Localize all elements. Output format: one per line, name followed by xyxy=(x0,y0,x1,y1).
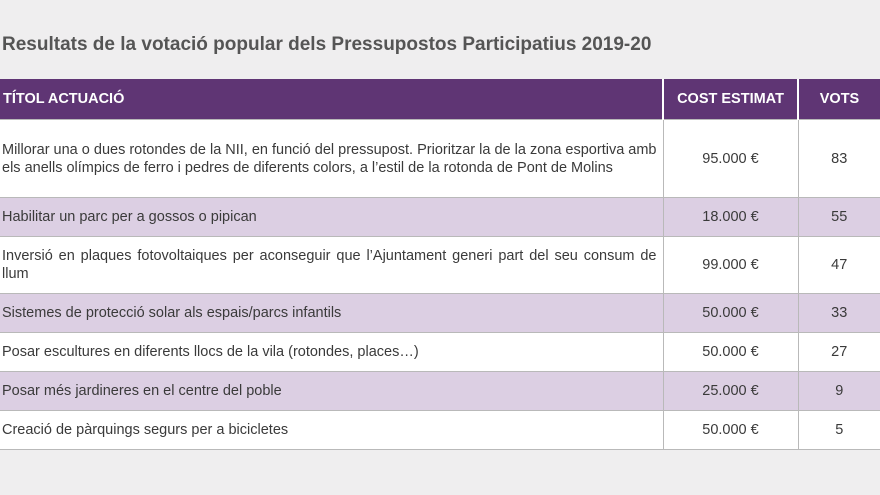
header-cost: COST ESTIMAT xyxy=(663,79,798,120)
row-cost: 50.000 € xyxy=(663,333,798,372)
row-cost: 50.000 € xyxy=(663,411,798,450)
row-cost: 99.000 € xyxy=(663,237,798,294)
row-votes: 33 xyxy=(798,294,880,333)
row-votes: 27 xyxy=(798,333,880,372)
row-cost: 18.000 € xyxy=(663,198,798,237)
row-title: Posar més jardineres en el centre del poble xyxy=(0,372,663,411)
row-votes: 55 xyxy=(798,198,880,237)
row-votes: 9 xyxy=(798,372,880,411)
table-row xyxy=(0,294,880,333)
row-votes: 5 xyxy=(798,411,880,450)
header-votes: VOTS xyxy=(798,79,880,120)
row-cost: 95.000 € xyxy=(663,120,798,198)
table-row xyxy=(0,198,880,237)
row-votes: 47 xyxy=(798,237,880,294)
row-title: Habilitar un parc per a gossos o pipican xyxy=(0,198,663,237)
table-row xyxy=(0,372,880,411)
table-row xyxy=(0,237,880,294)
page-title: Resultats de la votació popular dels Pressupostos Participatius 2019-20 xyxy=(2,34,652,55)
row-title: Creació de pàrquings segurs per a bicicletes xyxy=(0,411,663,450)
row-cost: 50.000 € xyxy=(663,294,798,333)
table-header-row xyxy=(0,79,880,120)
table-row xyxy=(0,411,880,450)
row-votes: 83 xyxy=(798,120,880,198)
row-title: Inversió en plaques fotovoltaiques per aconseguir que l’Ajuntament generi part del seu consum de llum xyxy=(0,237,663,294)
header-title: TÍTOL ACTUACIÓ xyxy=(0,79,663,120)
table-row xyxy=(0,120,880,198)
row-title: Sistemes de protecció solar als espais/parcs infantils xyxy=(0,294,663,333)
row-cost: 25.000 € xyxy=(663,372,798,411)
row-title: Millorar una o dues rotondes de la NII, en funció del pressupost. Prioritzar la de la zona esportiva amb els anells olímpics de ferro i pedres de diferents colors, a l’estil de la rotonda de Pont de Molins xyxy=(0,120,663,198)
results-table xyxy=(0,79,880,450)
row-title: Posar escultures en diferents llocs de la vila (rotondes, places…) xyxy=(0,333,663,372)
table-row xyxy=(0,333,880,372)
